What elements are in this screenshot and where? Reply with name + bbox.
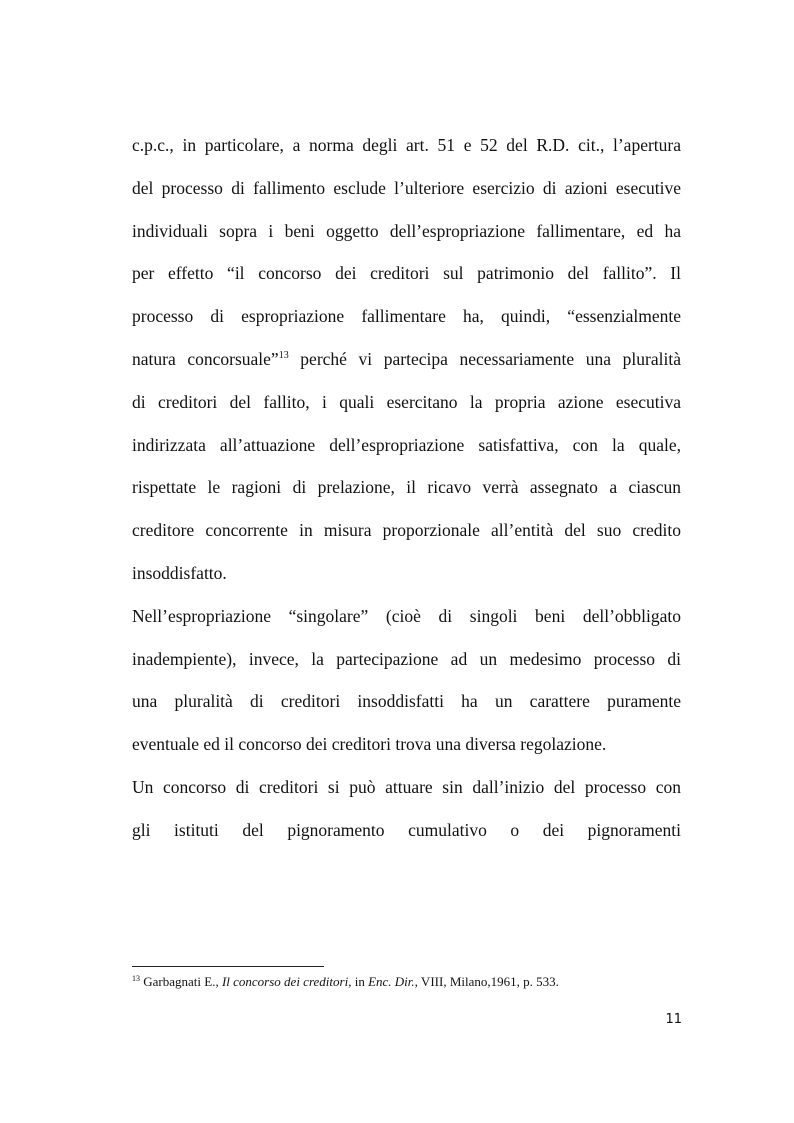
footnote-number: 13 (132, 974, 140, 983)
footnote-details: , VIII, Milano,1961, p. 533. (414, 974, 559, 989)
text-line: gli istituti del pignoramento cumulativo o dei pignoramenti (132, 819, 681, 840)
text-line: Un concorso di creditori si può attuare sin dall’inizio del processo con (132, 776, 681, 797)
footnote-reference[interactable]: 13 (278, 349, 289, 361)
page-number: 11 (665, 1012, 682, 1027)
text-line: eventuale ed il concorso dei creditori trova una diversa regolazione. (132, 734, 607, 755)
text-line: creditore concorrente in misura proporzionale all’entità del suo credito (132, 520, 681, 541)
footnote-author: Garbagnati E., (140, 974, 222, 989)
text-fragment: perché vi partecipa necessariamente una pluralità (288, 348, 681, 369)
text-line: individuali sopra i beni oggetto dell’espropriazione fallimentare, ed ha (132, 220, 681, 241)
text-line: una pluralità di creditori insoddisfatti ha un carattere puramente (132, 691, 681, 712)
text-fragment: natura concorsuale” (132, 348, 279, 369)
text-line: processo di espropriazione fallimentare ha, quindi, “essenzialmente (132, 306, 681, 327)
text-line (132, 338, 681, 381)
text-line: inadempiente), invece, la partecipazione ad un medesimo processo di (132, 648, 681, 669)
text-line: Nell’espropriazione “singolare” (cioè di singoli beni dell’obbligato (132, 605, 681, 626)
footnote-title: Il concorso dei creditori, (221, 974, 352, 989)
text-line: per effetto “il concorso dei creditori sul patrimonio del fallito”. Il (132, 263, 681, 284)
footnote-in: in (351, 974, 369, 989)
text-line: c.p.c., in particolare, a norma degli art. 51 e 52 del R.D. cit., l’apertura (132, 135, 681, 155)
text-line: rispettate le ragioni di prelazione, il ricavo verrà assegnato a ciascun (132, 477, 681, 498)
footnote-separator (132, 966, 324, 967)
footnote (132, 973, 559, 991)
text-line: di creditori del fallito, i quali esercitano la propria azione esecutiva (132, 391, 681, 412)
text-line: indirizzata all’attuazione dell’espropriazione satisfattiva, con la quale, (132, 434, 681, 455)
text-line: del processo di fallimento esclude l’ulteriore esercizio di azioni esecutive (132, 177, 681, 198)
body-text (132, 124, 681, 852)
text-line: insoddisfatto. (132, 562, 227, 583)
footnote-journal: Enc. Dir. (368, 974, 415, 989)
